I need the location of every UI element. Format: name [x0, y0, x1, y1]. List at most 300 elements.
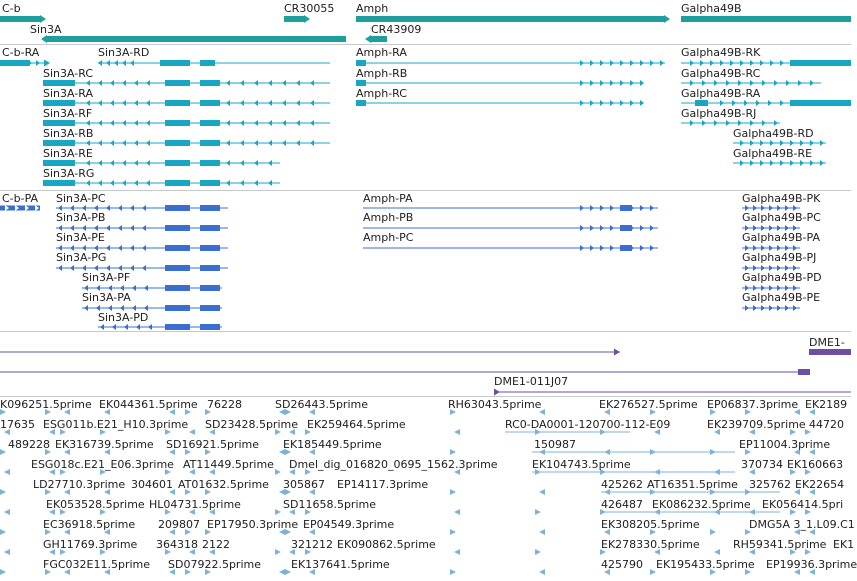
est-label[interactable]: 76228 [207, 398, 242, 411]
protein-label[interactable]: C-b-PA [2, 192, 39, 205]
protein-label[interactable]: Sin3A-PG [56, 251, 107, 264]
est-label[interactable]: EK160663 [787, 458, 844, 471]
protein-strand-arrow [100, 324, 104, 330]
est-label[interactable]: AT01632.5prime [178, 478, 269, 491]
est-label[interactable]: EK22654 [795, 478, 845, 491]
est-arrow [4, 549, 10, 555]
gene-label[interactable]: CR30055 [284, 2, 335, 15]
protein-label[interactable]: Amph-PC [363, 231, 414, 244]
transcript-strand-arrow [810, 80, 814, 86]
gene-arrow [365, 35, 371, 43]
transcript-strand-arrow [756, 100, 760, 106]
transcript-exon [43, 100, 75, 106]
transcript-strand-arrow [720, 60, 724, 66]
protein-strand-arrow [745, 305, 749, 311]
est-label[interactable]: EK308205.5prime [601, 518, 700, 531]
transcript-strand-arrow [600, 60, 604, 66]
est-label[interactable]: AT11449.5prime [183, 458, 274, 471]
protein-label[interactable]: Sin3A-PB [56, 211, 106, 224]
est-label[interactable]: SD26443.5prime [275, 398, 368, 411]
est-label[interactable]: EP06837.3prime [707, 398, 799, 411]
protein-label[interactable]: Sin3A-PC [56, 192, 106, 205]
transcript-strand-arrow [226, 160, 230, 166]
est-label[interactable]: EP17950.3prime [207, 518, 299, 531]
protein-strand-arrow [590, 245, 594, 251]
protein-exon [165, 205, 190, 211]
transcript-strand-arrow [86, 100, 90, 106]
protein-exon [200, 245, 220, 251]
est-label[interactable]: HL04731.5prime [149, 498, 241, 511]
est-label[interactable]: EK053528.5prime [46, 498, 145, 511]
transcript-exon [165, 100, 190, 106]
est-arrow [454, 429, 460, 435]
transcript-label[interactable]: Galpha49B-RD [733, 127, 814, 140]
transcript-strand-arrow [240, 160, 244, 166]
transcript-strand-arrow [580, 80, 584, 86]
transcript-strand-arrow [122, 140, 126, 146]
protein-exon [165, 324, 190, 330]
transcript-label[interactable]: Sin3A-RA [43, 87, 93, 100]
transcript-exon [200, 100, 220, 106]
transcript-strand-arrow [610, 60, 614, 66]
clone-arrow [494, 389, 500, 396]
protein-exon [620, 225, 632, 231]
est-label[interactable]: 364318 [156, 538, 198, 551]
est-label[interactable]: EK185449.5prime [283, 438, 382, 451]
transcript-strand-arrow [98, 80, 102, 86]
transcript-strand-arrow [610, 100, 614, 106]
protein-label[interactable]: Galpha49B-PE [742, 291, 821, 304]
transcript-exon [160, 60, 190, 66]
protein-label[interactable]: Galpha49B-PA [742, 231, 820, 244]
protein-label[interactable]: Galpha49B-PK [742, 192, 821, 205]
clone-end [798, 369, 810, 375]
transcript-strand-arrow [296, 100, 300, 106]
gene-bar [681, 16, 851, 22]
transcript-strand-arrow [86, 120, 90, 126]
clone-label[interactable]: DME1-011J07 [494, 375, 569, 388]
transcript-strand-arrow [110, 140, 114, 146]
transcript-strand-arrow [590, 60, 594, 66]
protein-exon [165, 245, 190, 251]
protein-exon [620, 245, 632, 251]
est-arrow [535, 549, 541, 555]
transcript-strand-arrow [146, 80, 150, 86]
protein-label[interactable]: Galpha49B-PJ [742, 251, 817, 264]
transcript-strand-arrow [226, 140, 230, 146]
protein-strand-arrow [130, 225, 134, 231]
transcript-strand-arrow [226, 180, 230, 186]
transcript-strand-arrow [630, 60, 634, 66]
transcript-strand-arrow [620, 80, 624, 86]
transcript-strand-arrow [820, 160, 824, 166]
protein-strand-arrow [793, 305, 797, 311]
transcript-strand-arrow [36, 60, 40, 66]
protein-strand-arrow [580, 245, 584, 251]
est-arrow [0, 529, 6, 535]
transcript-strand-arrow [714, 120, 718, 126]
transcript-strand-arrow [146, 120, 150, 126]
transcript-label[interactable]: Sin3A-RE [43, 147, 93, 160]
transcript-strand-arrow [134, 160, 138, 166]
transcript-exon [356, 60, 366, 66]
est-label[interactable]: 17635 [0, 418, 35, 431]
transcript-strand-arrow [762, 80, 766, 86]
est-arrow [450, 529, 456, 535]
transcript-strand-arrow [690, 60, 694, 66]
transcript-exon [356, 80, 366, 86]
transcript-strand-arrow [122, 100, 126, 106]
transcript-exon [356, 100, 366, 106]
clone-arrow [614, 349, 620, 356]
transcript-strand-arrow [122, 60, 126, 66]
protein-strand-arrow [753, 305, 757, 311]
transcript-exon [43, 120, 75, 126]
transcript-strand-arrow [750, 60, 754, 66]
transcript-strand-arrow [770, 160, 774, 166]
gene-bar [47, 36, 346, 42]
est-label[interactable]: EK137641.5prime [291, 558, 390, 571]
protein-strand-arrow [124, 324, 128, 330]
transcript-strand-arrow [770, 60, 774, 66]
transcript-strand-arrow [650, 60, 654, 66]
est-label[interactable]: 325762 [749, 478, 791, 491]
transcript-strand-arrow [86, 140, 90, 146]
est-label[interactable]: EK276527.5prime [599, 398, 698, 411]
transcript-label[interactable]: Amph-RC [356, 87, 407, 100]
gene-label[interactable]: C-b [2, 2, 21, 15]
est-arrow [0, 449, 6, 455]
est-arrow [450, 489, 456, 495]
est-label[interactable]: 426487 [601, 498, 643, 511]
transcript-strand-arrow [310, 80, 314, 86]
transcript-strand-arrow [268, 120, 272, 126]
clone-label[interactable]: DME1- [809, 336, 845, 349]
transcript-strand-arrow [690, 80, 694, 86]
est-arrow [275, 509, 281, 515]
protein-strand-arrow [70, 265, 74, 271]
est-arrow [710, 529, 716, 535]
protein-label[interactable]: Sin3A-PF [82, 271, 131, 284]
protein-label[interactable]: Galpha49B-PD [742, 271, 822, 284]
protein-strand-arrow [785, 305, 789, 311]
transcript-strand-arrow [146, 160, 150, 166]
transcript-strand-arrow [98, 100, 102, 106]
est-label[interactable]: 489228 [8, 438, 50, 451]
est-arrow [4, 509, 10, 515]
transcript-exon [165, 140, 190, 146]
transcript-strand-arrow [600, 100, 604, 106]
est-label[interactable]: FGC032E11.5prime [43, 558, 151, 571]
protein-strand-arrow [761, 305, 765, 311]
transcript-label[interactable]: Galpha49B-RK [681, 46, 761, 59]
transcript-strand-arrow [732, 100, 736, 106]
transcript-strand-arrow [110, 100, 114, 106]
track-separator [0, 190, 851, 191]
protein-strand-arrow [600, 245, 604, 251]
est-arrow [454, 549, 460, 555]
transcript-exon [43, 80, 75, 86]
transcript-strand-arrow [590, 100, 594, 106]
transcript-strand-arrow [282, 120, 286, 126]
est-label[interactable]: EK239709.5prime [707, 418, 806, 431]
est-label[interactable]: DMG5A 3_1.L09.C1 [749, 518, 855, 531]
transcript-strand-arrow [240, 80, 244, 86]
protein-strand-arrow [148, 324, 152, 330]
protein-exon [165, 285, 190, 291]
transcript-strand-arrow [640, 100, 644, 106]
transcript-strand-arrow [610, 80, 614, 86]
est-label[interactable]: EK278330.5prime [601, 538, 700, 551]
transcript-exon [790, 60, 851, 66]
est-label[interactable]: EK316739.5prime [55, 438, 154, 451]
transcript-strand-arrow [714, 80, 718, 86]
protein-label[interactable]: Sin3A-PE [56, 231, 105, 244]
transcript-strand-arrow [810, 140, 814, 146]
gene-label[interactable]: Sin3A [30, 23, 62, 36]
est-label[interactable]: ESG018c.E21_E06.3prime [31, 458, 174, 471]
transcript-exon [790, 100, 851, 106]
transcript-strand-arrow [740, 60, 744, 66]
transcript-strand-arrow [660, 60, 664, 66]
est-label[interactable]: SD16921.5prime [166, 438, 259, 451]
protein-exon [200, 225, 220, 231]
transcript-strand-arrow [640, 80, 644, 86]
transcript-strand-arrow [620, 60, 624, 66]
protein-exon [620, 205, 632, 211]
est-label[interactable]: EK104743.5prime [532, 458, 631, 471]
gene-arrow [40, 15, 46, 23]
protein-label[interactable]: Galpha49B-PC [742, 211, 821, 224]
est-label[interactable]: EP04549.3prime [303, 518, 395, 531]
transcript-strand-arrow [726, 80, 730, 86]
protein-strand-arrow [640, 225, 644, 231]
transcript-strand-arrow [226, 120, 230, 126]
transcript-strand-arrow [122, 80, 126, 86]
transcript-label[interactable]: Sin3A-RG [43, 167, 95, 180]
protein-strand-arrow [136, 324, 140, 330]
protein-strand-arrow [106, 205, 110, 211]
transcript-strand-arrow [268, 100, 272, 106]
est-label[interactable]: EK086232.5prime [652, 498, 751, 511]
transcript-strand-arrow [786, 80, 790, 86]
est-label[interactable]: EK2189 [805, 398, 848, 411]
transcript-strand-arrow [726, 120, 730, 126]
protein-strand-arrow [610, 205, 614, 211]
est-label[interactable]: EK056414.5pri [762, 498, 844, 511]
transcript-exon [165, 120, 190, 126]
transcript-strand-arrow [134, 180, 138, 186]
est-label[interactable]: RH63043.5prime [448, 398, 542, 411]
transcript-strand-arrow [768, 100, 772, 106]
est-label[interactable]: SD07922.5prime [168, 558, 261, 571]
protein-label[interactable]: Sin3A-PA [82, 291, 131, 304]
est-label[interactable]: Dmel_dig_016820_0695_1562.3prime [289, 458, 498, 471]
transcript-strand-arrow [310, 140, 314, 146]
est-label[interactable]: RC0-DA0001-120700-112-E09 [505, 418, 671, 431]
transcript-strand-arrow [780, 140, 784, 146]
transcript-strand-arrow [254, 100, 258, 106]
transcript-label[interactable]: Galpha49B-RJ [681, 107, 757, 120]
gene-bar [356, 16, 664, 22]
protein-strand-arrow [118, 225, 122, 231]
est-label[interactable]: EP14117.3prime [337, 478, 429, 491]
transcript-strand-arrow [240, 120, 244, 126]
transcript-exon [200, 60, 215, 66]
protein-strand-arrow [610, 225, 614, 231]
est-label[interactable]: SD23428.5prime [205, 418, 298, 431]
transcript-strand-arrow [240, 100, 244, 106]
transcript-exon [200, 160, 220, 166]
transcript-strand-arrow [750, 160, 754, 166]
transcript-strand-arrow [130, 60, 134, 66]
est-label[interactable]: LD27710.3prime [33, 478, 126, 491]
transcript-label[interactable]: Sin3A-RD [98, 46, 150, 59]
track-separator [0, 44, 851, 45]
est-label[interactable]: EK259464.5prime [307, 418, 406, 431]
transcript-strand-arrow [122, 120, 126, 126]
transcript-strand-arrow [744, 100, 748, 106]
transcript-strand-arrow [98, 120, 102, 126]
protein-strand-arrow [118, 245, 122, 251]
protein-strand-arrow [144, 285, 148, 291]
est-label[interactable]: AT16351.5prime [647, 478, 738, 491]
transcript-strand-arrow [820, 140, 824, 146]
est-label[interactable]: 425262 [601, 478, 643, 491]
transcript-strand-arrow [110, 160, 114, 166]
est-label[interactable]: RH59341.5prime [733, 538, 827, 551]
transcript-strand-arrow [710, 60, 714, 66]
transcript-label[interactable]: Amph-RB [356, 67, 408, 80]
transcript-strand-arrow [240, 140, 244, 146]
est-label[interactable]: EP19936.3prime [766, 558, 857, 571]
transcript-label[interactable]: Galpha49B-RE [733, 147, 813, 160]
transcript-strand-arrow [810, 160, 814, 166]
gene-arrow [304, 15, 310, 23]
est-label[interactable]: 150987 [534, 438, 576, 451]
transcript-strand-arrow [146, 180, 150, 186]
transcript-strand-arrow [790, 160, 794, 166]
transcript-strand-arrow [780, 100, 784, 106]
protein-label[interactable]: Amph-PB [363, 211, 414, 224]
transcript-strand-arrow [146, 140, 150, 146]
est-label[interactable]: EK090862.5prime [337, 538, 436, 551]
transcript-strand-arrow [134, 120, 138, 126]
protein-strand-arrow [130, 205, 134, 211]
transcript-label[interactable]: Sin3A-RB [43, 127, 94, 140]
protein-label[interactable]: Sin3A-PD [98, 311, 149, 324]
protein-strand-arrow [650, 245, 654, 251]
est-arrow [275, 469, 281, 475]
protein-label[interactable]: Amph-PA [363, 192, 413, 205]
protein-strand-arrow [650, 205, 654, 211]
transcript-strand-arrow [296, 140, 300, 146]
transcript-strand-arrow [600, 80, 604, 86]
transcript-strand-arrow [268, 140, 272, 146]
est-arrow [275, 549, 281, 555]
est-label[interactable]: 425790 [601, 558, 643, 571]
transcript-label[interactable]: Sin3A-RC [43, 67, 94, 80]
est-label[interactable]: EK1 [833, 538, 855, 551]
transcript-label[interactable]: Galpha49B-RC [681, 67, 761, 80]
protein-exon [200, 324, 220, 330]
transcript-strand-arrow [146, 100, 150, 106]
est-label[interactable]: K096251.5prime [0, 398, 92, 411]
est-label[interactable]: SD11658.5prime [283, 498, 376, 511]
transcript-exon [43, 140, 75, 146]
gene-bar [0, 16, 40, 22]
protein-strand-arrow [142, 225, 146, 231]
transcript-label[interactable]: Amph-RA [356, 46, 407, 59]
est-label[interactable]: 370734 [741, 458, 783, 471]
transcript-exon [200, 180, 220, 186]
est-label[interactable]: EC36918.5prime [43, 518, 136, 531]
transcript-strand-arrow [122, 160, 126, 166]
transcript-strand-arrow [282, 100, 286, 106]
protein-strand-arrow [610, 245, 614, 251]
est-label[interactable]: 305867 [283, 478, 325, 491]
transcript-exon [695, 100, 708, 106]
est-label[interactable]: EP11004.3prime [739, 438, 831, 451]
transcript-strand-arrow [114, 60, 118, 66]
transcript-strand-arrow [226, 80, 230, 86]
protein-strand-arrow [580, 225, 584, 231]
transcript-strand-arrow [774, 80, 778, 86]
est-label[interactable]: 209807 [158, 518, 200, 531]
track-separator [0, 331, 851, 332]
transcript-strand-arrow [282, 140, 286, 146]
clone-end [809, 349, 851, 355]
transcript-exon [200, 120, 220, 126]
est-label[interactable]: 2122 [202, 538, 230, 551]
transcript-strand-arrow [760, 160, 764, 166]
gene-label[interactable]: CR43909 [371, 23, 422, 36]
protein-strand-arrow [640, 205, 644, 211]
est-arrow [539, 529, 545, 535]
transcript-strand-arrow [770, 140, 774, 146]
transcript-strand-arrow [254, 120, 258, 126]
transcript-strand-arrow [774, 120, 778, 126]
protein-strand-arrow [600, 205, 604, 211]
gene-label[interactable]: Amph [356, 2, 389, 15]
gene-arrow [41, 35, 47, 43]
transcript-strand-arrow [98, 180, 102, 186]
transcript-strand-arrow [590, 80, 594, 86]
transcript-label[interactable]: Galpha49B-RA [681, 87, 761, 100]
protein-exon [165, 265, 190, 271]
est-label[interactable]: 44720 [809, 418, 844, 431]
protein-exon [200, 305, 220, 311]
protein-exon [200, 265, 220, 271]
transcript-strand-arrow [740, 140, 744, 146]
est-label[interactable]: 321212 [291, 538, 333, 551]
transcript-strand-arrow [86, 180, 90, 186]
est-label[interactable]: EK195433.5prime [656, 558, 755, 571]
est-label[interactable]: GH11769.3prime [43, 538, 138, 551]
protein-strand-arrow [106, 245, 110, 251]
est-label[interactable]: ESG011b.E21_H10.3prime [43, 418, 189, 431]
track-separator [0, 396, 851, 397]
est-label[interactable]: EK044361.5prime [99, 398, 198, 411]
est-label[interactable]: 304601 [131, 478, 173, 491]
transcript-label[interactable]: C-b-RA [2, 46, 40, 59]
gene-label[interactable]: Galpha49B [681, 2, 742, 15]
protein-strand-arrow [600, 225, 604, 231]
transcript-strand-arrow [702, 80, 706, 86]
transcript-label[interactable]: Sin3A-RF [43, 107, 93, 120]
gene-arrow [664, 15, 670, 23]
transcript-strand-arrow [98, 160, 102, 166]
